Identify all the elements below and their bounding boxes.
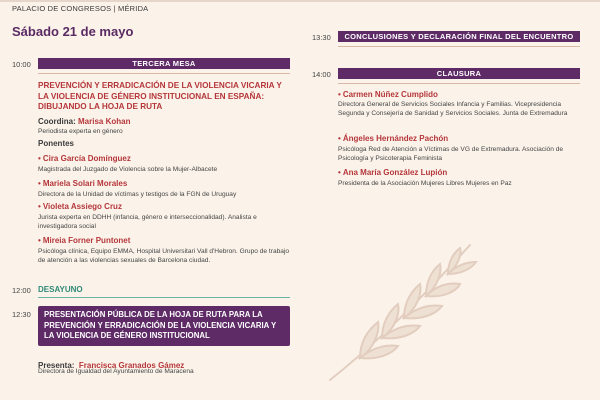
coordina-label: Coordina: bbox=[38, 117, 76, 126]
time-1330: 13:30 bbox=[312, 33, 331, 42]
tercera-mesa-bar: TERCERA MESA bbox=[38, 58, 290, 69]
time-1200: 12:00 bbox=[12, 286, 31, 295]
top-divider bbox=[0, 0, 600, 2]
ponentes-label: Ponentes bbox=[38, 139, 75, 148]
coordina-name: Marisa Kohan bbox=[78, 117, 131, 126]
clausura-speaker-name: • Ángeles Hernández Pachón bbox=[338, 134, 448, 143]
coordina-role: Periodista experta en género bbox=[38, 128, 123, 135]
ponente-name: • Cira García Domínguez bbox=[38, 154, 131, 163]
section-rule bbox=[338, 46, 580, 47]
section-rule bbox=[338, 83, 580, 84]
presenta-name: Francisca Granados Gámez bbox=[78, 361, 185, 370]
time-1230: 12:30 bbox=[12, 310, 31, 319]
conclusiones-bar: CONCLUSIONES Y DECLARACIÓN FINAL DEL ENCUENTRO bbox=[338, 31, 580, 42]
desayuno-rule bbox=[38, 297, 290, 298]
clausura-speaker-role: Directora General de Servicios Sociales Infancia y Familias. Vicepresidencia Segunda y Consejería de Sanidad y Servicios Sociales. Junta de Extremadura bbox=[338, 101, 568, 117]
section-rule bbox=[38, 73, 290, 74]
clausura-speaker-role: Presidenta de la Asociación Mujeres Libres Mujeres en Paz bbox=[338, 180, 512, 187]
ponente-name: • Mariela Solari Morales bbox=[38, 179, 127, 188]
clausura-speaker-name: • Ana María González Lupión bbox=[338, 168, 447, 177]
clausura-speaker-role: Psicóloga Red de Atención a Víctimas de VG de Extremadura. Asociación de Psicología y Psicoterapia Feminista bbox=[338, 146, 564, 162]
ponente-role: Jurista experta en DDHH (infancia, género e interseccionalidad). Analista e investigadora social bbox=[38, 214, 257, 230]
ponente-role: Magistrada del Juzgado de Violencia sobre la Mujer-Albacete bbox=[38, 166, 218, 173]
venue-label: PALACIO DE CONGRESOS | MÉRIDA bbox=[12, 4, 149, 13]
time-1400: 14:00 bbox=[312, 70, 331, 79]
presenta-label: Presenta: bbox=[38, 361, 75, 370]
day-title: Sábado 21 de mayo bbox=[12, 24, 134, 39]
presentacion-box: PRESENTACIÓN PÚBLICA DE LA HOJA DE RUTA PARA LA PREVENCIÓN Y ERRADICACIÓN DE LA VIOLENCIA VICARIA Y LA VIOLENCIA DE GÉNERO INSTITUCIONAL bbox=[38, 306, 290, 346]
ponente-role: Psicóloga clínica, Equipo EMMA, Hospital Universitari Vall d'Hebron. Grupo de trabajo de atención a las violencias sexuales de Barcelona ciudad. bbox=[38, 248, 290, 264]
clausura-speaker-name: • Carmen Núñez Cumplido bbox=[338, 90, 438, 99]
desayuno-label: DESAYUNO bbox=[38, 285, 83, 294]
clausura-bar: CLAUSURA bbox=[338, 68, 580, 79]
ponente-name: • Mireia Forner Puntonet bbox=[38, 236, 130, 245]
mesa-title: PREVENCIÓN Y ERRADICACIÓN DE LA VIOLENCIA VICARIA Y LA VIOLENCIA DE GÉNERO INSTITUCIONAL EN ESPAÑA: DIBUJANDO LA HOJA DE RUTA bbox=[38, 81, 282, 111]
wheat-illustration bbox=[320, 230, 490, 390]
ponente-role: Directora de la Unidad de víctimas y testigos de la FGN de Uruguay bbox=[38, 191, 237, 198]
ponente-name: • Violeta Assiego Cruz bbox=[38, 202, 122, 211]
coordina-line bbox=[38, 117, 130, 126]
time-1000: 10:00 bbox=[12, 60, 31, 69]
presenta-role: Directora de Igualdad del Ayuntamiento de Maracena bbox=[38, 368, 194, 375]
